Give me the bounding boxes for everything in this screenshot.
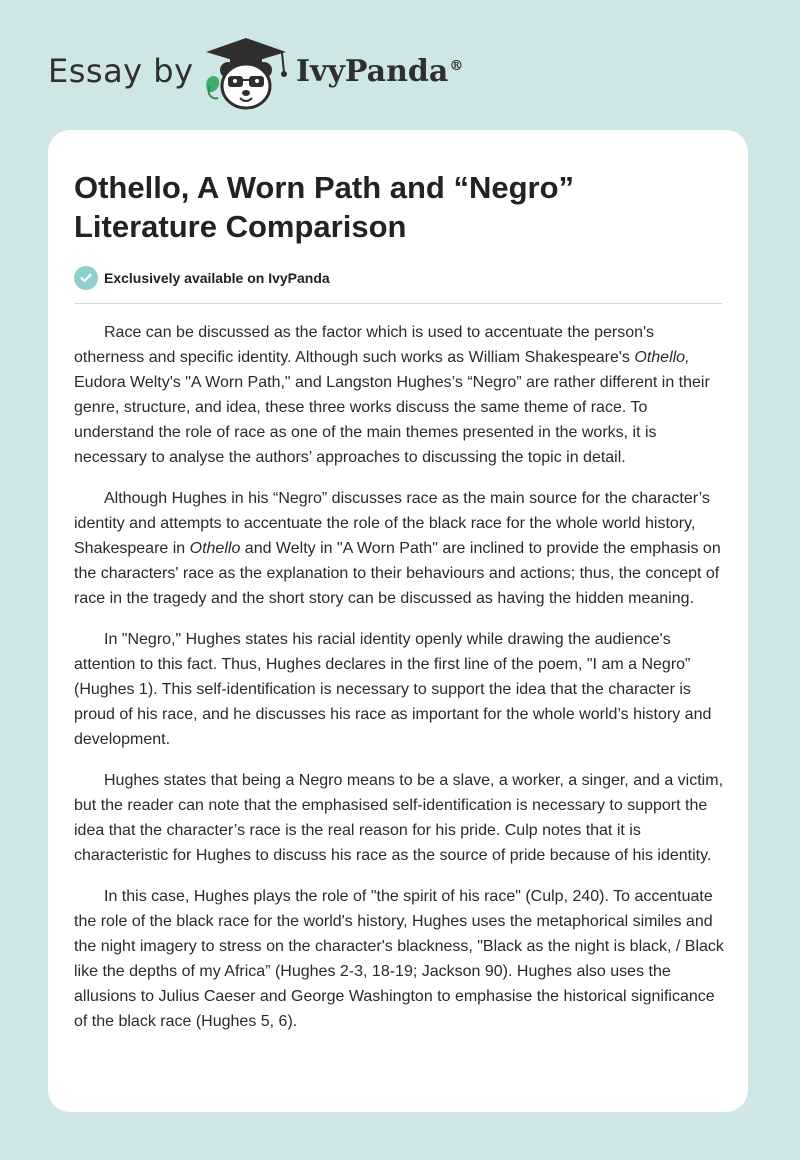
essay-by-label: Essay by — [48, 52, 194, 90]
paragraph-text: In this case, Hughes plays the role of "the spirit of his race" (Culp, 240). To accentuate the role of the black race for the world's history, Hughes uses the metaphorical similes and the night imagery to stress on the character's blackness, "Black as the night is black, / Black like the depths of my Africa” (Hughes 2-3, 18-19; Jackson 90). Hughes also uses the allusions to Julius Caeser and George Washington to emphasise the historical significance of the black race (Hughes 5, 6). — [74, 888, 724, 1030]
paragraph-text: and Welty in "A Worn Path" are inclined to provide the emphasis on the characters' race as the explanation to their behaviours and actions; thus, the concept of race in the tragedy and the short story can be discussed as having the hidden meaning. — [74, 540, 721, 607]
essay-paragraph — [74, 768, 726, 868]
paragraph-text: Although Hughes in his “Negro” discusses race as the main source for the character’s identity and attempts to accentuate the role of the black race for the whole world history, Shakespeare in — [74, 490, 710, 557]
title-divider — [74, 303, 722, 304]
exclusive-badge — [74, 265, 330, 291]
paragraph-text: In "Negro," Hughes states his racial identity openly while drawing the audience's attention to this fact. Thus, Hughes declares in the first line of the poem, "I am a Negro” (Hughes 1). This self-identification is necessary to support the idea that the character is proud of his race, and he discusses his race as important for the whole world’s history and development. — [74, 631, 712, 748]
essay-paragraph — [74, 486, 726, 611]
work-title-italic: Othello, — [634, 349, 690, 366]
essay-paragraph — [74, 627, 726, 752]
panda-logo-icon[interactable] — [198, 34, 294, 114]
paragraph-text: Eudora Welty's "A Worn Path," and Langston Hughes’s “Negro” are rather different in their genre, structure, and idea, these three works discuss the same theme of race. To understand the role of race as one of the main themes presented in the works, it is necessary to analyse the authors’ approaches to discussing the topic in detail. — [74, 374, 710, 466]
paragraph-text: Hughes states that being a Negro means to be a slave, a worker, a singer, and a victim, but the reader can note that the emphasised self-identification is necessary to support the idea that the character’s race is the real reason for his pride. Culp notes that it is characteristic for Hughes to discuss his race as the source of pride because of his identity. — [74, 772, 724, 864]
exclusive-badge-label: Exclusively available on IvyPanda — [104, 270, 330, 286]
paragraph-text: Race can be discussed as the factor which is used to accentuate the person's otherness and specific identity. Although such works as William Shakespeare's — [74, 324, 655, 366]
essay-card — [48, 130, 748, 1112]
brand-name[interactable] — [296, 54, 463, 89]
essay-paragraph — [74, 884, 726, 1034]
work-title-italic: Othello — [189, 540, 241, 557]
checkmark-icon — [74, 266, 98, 290]
essay-paragraph — [74, 320, 726, 470]
essay-body — [74, 320, 726, 1050]
brand-label: IvyPanda — [296, 54, 449, 89]
essay-title: Othello, A Worn Path and “Negro” Literature Comparison — [74, 170, 575, 244]
registered-mark: ® — [449, 58, 464, 74]
site-header — [0, 0, 800, 130]
